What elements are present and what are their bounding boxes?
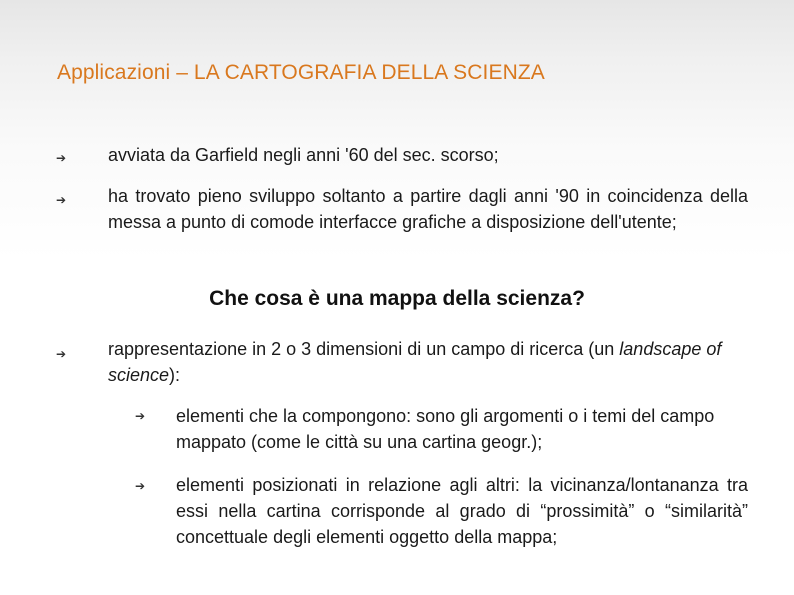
subbullet-text: elementi che la compongono: sono gli argomenti o i temi del campo mappato (come le città su una cartina geogr.); bbox=[176, 406, 715, 452]
bullet-arrow-icon: ➔ bbox=[56, 193, 67, 207]
definition-italic-term: landscape of science bbox=[108, 339, 722, 385]
bullet-text: avviata da Garfield negli anni '60 del sec. scorso; bbox=[108, 145, 499, 165]
bullet-arrow-icon: ➔ bbox=[56, 347, 67, 361]
slide-title: Applicazioni – LA CARTOGRAFIA DELLA SCIENZA bbox=[57, 61, 545, 84]
bullet-arrow-icon: ➔ bbox=[56, 151, 67, 165]
section-subheading: Che cosa è una mappa della scienza? bbox=[209, 287, 585, 310]
definition-text-start: rappresentazione in 2 o 3 dimensioni di un campo di ricerca (un bbox=[108, 339, 620, 359]
definition-text-end: ): bbox=[169, 365, 181, 385]
definition-text bbox=[108, 336, 733, 388]
subbullet-arrow-icon: ➔ bbox=[135, 409, 146, 423]
bullet-text: ha trovato pieno sviluppo soltanto a partire dagli anni '90 in coincidenza della messa a punto di comode interfacce grafiche a disposizione dell'utente; bbox=[108, 186, 748, 232]
subbullet-arrow-icon: ➔ bbox=[135, 479, 146, 493]
subbullet-text: elementi posizionati in relazione agli altri: la vicinanza/lontananza tra essi nella cartina corrisponde al grado di “prossimità” o “similarità” concettuale degli elementi oggetto della mappa; bbox=[176, 475, 748, 547]
